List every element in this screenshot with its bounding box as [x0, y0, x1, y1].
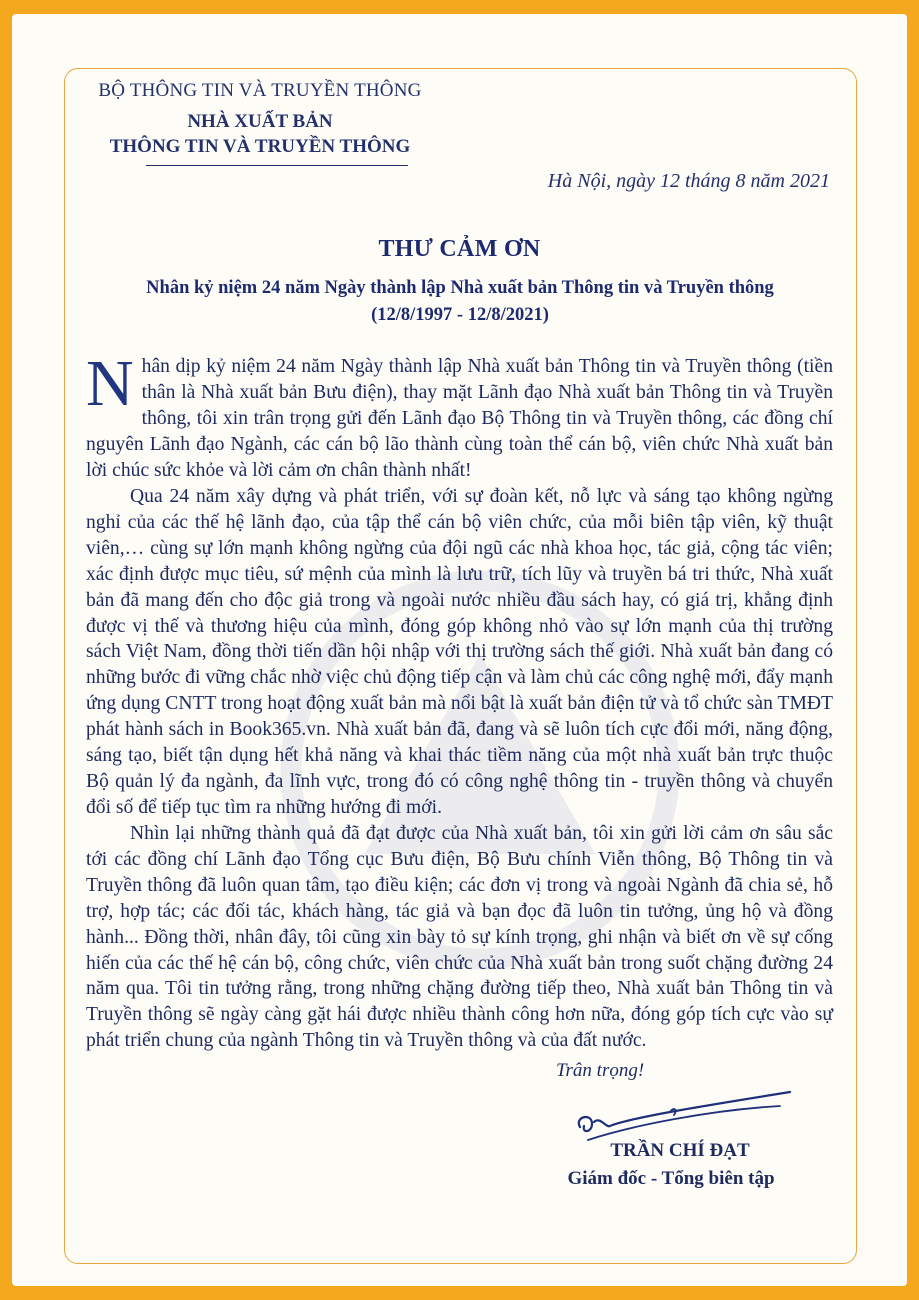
- publisher-name-line1: NHÀ XUẤT BẢN: [187, 111, 333, 132]
- paragraph-2: Qua 24 năm xây dựng và phát triển, với sự đoàn kết, nỗ lực và sáng tạo không ngừng nghỉ của các thế hệ lãnh đạo, của tập thể cán bộ viên chức, của mỗi biên tập viên, kỹ thuật viên,… cùng sự lớn mạnh không ngừng của đội ngũ các nhà khoa học, tác giả, cộng tác viên; xác định được mục tiêu, sứ mệnh của mình là lưu trữ, tích lũy và truyền bá tri thức, Nhà xuất bản đã mang đến cho độc giả trong và ngoài nước nhiều đầu sách hay, có giá trị, khẳng định được vị thế và thương hiệu của mình, đóng góp không nhỏ vào sự lớn mạnh của thị trường sách Việt Nam, đồng thời tiến dần hội nhập với thị trường sách thế giới. Nhà xuất bản đang có những bước đi vững chắc nhờ việc chủ động tiếp cận và làm chủ các công nghệ mới, đẩy mạnh ứng dụng CNTT trong hoạt động xuất bản mà nổi bật là xuất bản điện tử và tổ chức sàn TMĐT phát hành sách in Book365.vn. Nhà xuất bản đã, đang và sẽ luôn tích cực đổi mới, năng động, sáng tạo, biết tận dụng hết khả năng và khai thác tiềm năng của một nhà xuất bản trực thuộc Bộ quản lý đa ngành, đa lĩnh vực, trong đó có công nghệ thông tin - truyền thông và chuyển đổi số để tiếp tục tìm ra những hướng đi mới.: [86, 486, 833, 818]
- letter-date: Hà Nội, ngày 12 tháng 8 năm 2021: [547, 170, 830, 192]
- letter-title: THƯ CẢM ƠN: [378, 236, 541, 262]
- signer-name: TRẦN CHÍ ĐẠT: [610, 1140, 750, 1161]
- publisher-name-line2: THÔNG TIN VÀ TRUYỀN THÔNG: [109, 136, 411, 157]
- subtitle-line2: (12/8/1997 - 12/8/2021): [371, 305, 549, 325]
- header-divider: [146, 165, 408, 166]
- signer-title: Giám đốc - Tổng biên tập: [567, 1168, 775, 1189]
- closing-remark: Trân trọng!: [556, 1060, 645, 1081]
- ministry-name: BỘ THÔNG TIN VÀ TRUYỀN THÔNG: [98, 80, 422, 101]
- paragraph-1-text: hân dịp kỷ niệm 24 năm Ngày thành lập Nhà xuất bản Thông tin và Truyền thông (tiền thân là Nhà xuất bản Bưu điện), thay mặt Lãnh đạo Nhà xuất bản Thông tin và Truyền thông, tôi xin trân trọng gửi đến Lãnh đạo Bộ Thông tin và Truyền thông, các đồng chí nguyên Lãnh đạo Ngành, các cán bộ lão thành cùng toàn thể cán bộ, viên chức Nhà xuất bản lời chúc sức khỏe và lời cảm ơn chân thành nhất!: [86, 356, 833, 481]
- paragraph-1: [86, 347, 833, 484]
- letter-subtitle: [90, 275, 830, 329]
- subtitle-line1: Nhân kỷ niệm 24 năm Ngày thành lập Nhà xuất bản Thông tin và Truyền thông: [146, 278, 774, 298]
- paragraph-3: Nhìn lại những thành quả đã đạt được của Nhà xuất bản, tôi xin gửi lời cảm ơn sâu sắc tới các đồng chí Lãnh đạo Tổng cục Bưu điện, Bộ Bưu chính Viễn thông, Bộ Thông tin và Truyền thông đã luôn quan tâm, tạo điều kiện; các đơn vị trong và ngoài Ngành đã chia sẻ, hỗ trợ, hợp tác; các đối tác, khách hàng, tác giả và bạn đọc đã luôn tin tưởng, ủng hộ và đồng hành... Đồng thời, nhân đây, tôi cũng xin bày tỏ sự kính trọng, ghi nhận và biết ơn về sự cống hiến của các thế hệ cán bộ, công chức, viên chức của Nhà xuất bản trong suốt chặng đường 24 năm qua. Tôi tin tưởng rằng, trong những chặng đường tiếp theo, Nhà xuất bản Thông tin và Truyền thông sẽ ngày càng gặt hái được nhiều thành công hơn nữa, đóng góp tích cực vào sự phát triển chung của ngành Thông tin và Truyền thông và của đất nước.: [86, 823, 833, 1052]
- drop-cap: N: [86, 347, 134, 420]
